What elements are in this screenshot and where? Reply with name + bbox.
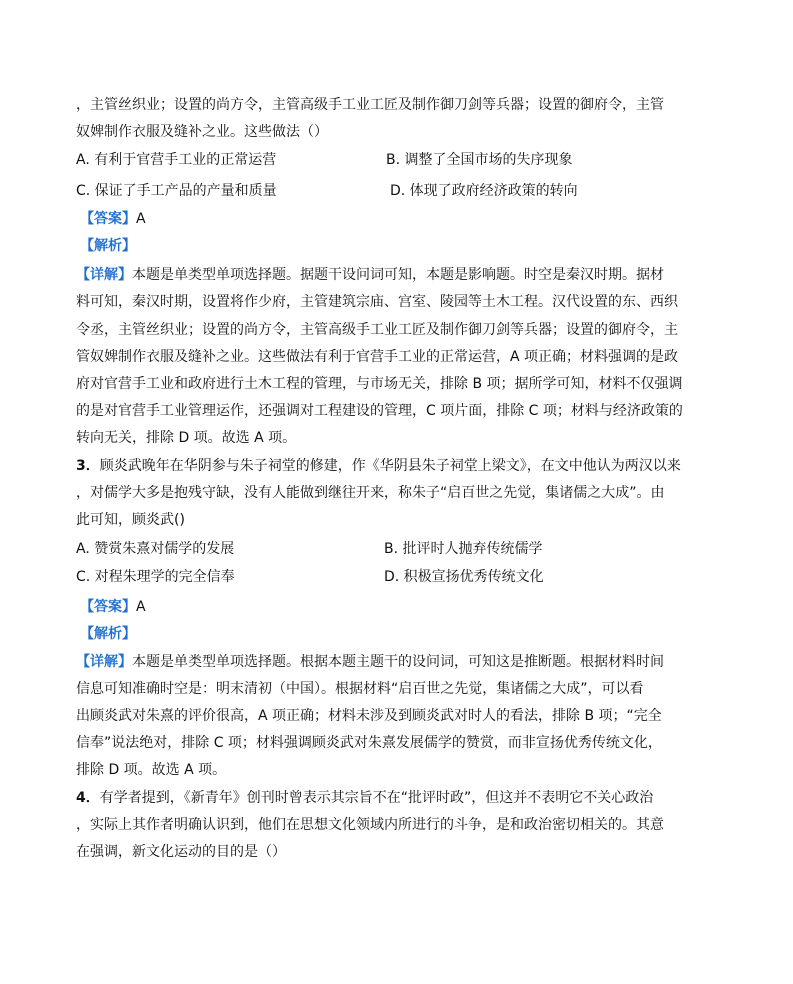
q2-option-b: B. 调整了全国市场的失序现象 xyxy=(386,152,573,168)
q3-detail-line-3: 出顾炎武对朱熹的评价很高，A 项正确；材料未涉及到顾炎武对时人的看法，排除 B 项；“完全 xyxy=(76,708,662,724)
bracket-open: 【 xyxy=(76,267,90,283)
q4-number: 4． xyxy=(76,790,100,806)
bracket-close: 】 xyxy=(122,626,136,642)
bracket-close: 】 xyxy=(118,654,132,670)
q3-option-c: C. 对程朱理学的完全信奉 xyxy=(76,569,235,585)
q2-analysis xyxy=(80,236,136,256)
bracket-close: 】 xyxy=(122,211,136,227)
q3-option-d: D. 积极宣扬优秀传统文化 xyxy=(384,569,544,585)
q3-number: 3． xyxy=(76,458,100,474)
q3-stem-line-3: 此可知，顾炎武() xyxy=(76,512,185,528)
q3-answer-label: 答案 xyxy=(94,599,122,615)
q2-detail-line-4: 管奴婢制作衣服及缝补之业。这些做法有利于官营手工业的正常运营，A 项正确；材料强调的是政 xyxy=(76,349,679,365)
q3-answer-value: A xyxy=(136,599,146,615)
bracket-open: 【 xyxy=(80,626,94,642)
q3-detail-line-1 xyxy=(76,652,664,672)
bracket-close: 】 xyxy=(122,599,136,615)
bracket-open: 【 xyxy=(80,599,94,615)
q2-answer xyxy=(80,209,146,229)
q2-option-c: C. 保证了手工产品的产量和质量 xyxy=(76,183,277,199)
q3-detail-label: 详解 xyxy=(90,654,118,670)
q2-detail-line-2: 料可知，秦汉时期，设置将作少府，主管建筑宗庙、宫室、陵园等土木工程。汉代设置的东、西织 xyxy=(76,294,678,310)
bracket-open: 【 xyxy=(80,211,94,227)
q3-analysis-label: 解析 xyxy=(94,626,122,642)
q4-stem-line-3: 在强调，新文化运动的目的是（） xyxy=(76,844,286,860)
q2-detail-line-5: 府对官营手工业和政府进行土木工程的管理，与市场无关，排除 B 项；据所学可知，材料不仅强调 xyxy=(76,376,683,392)
bracket-open: 【 xyxy=(76,654,90,670)
q2-answer-value: A xyxy=(136,211,146,227)
bracket-close: 】 xyxy=(118,267,132,283)
q4-stem-text: 有学者提到，《新青年》创刊时曾表示其宗旨不在“批评时政”，但这并不表明它不关心政治 xyxy=(99,790,654,806)
q3-stem-line-2: ，对儒学大多是抱残守缺，没有人能做到继往开来，称朱子“启百世之先觉，集诸儒之大成”。由 xyxy=(76,485,665,501)
q2-stem-line-1: ，主管丝织业；设置的尚方令，主管高级手工业工匠及制作御刀剑等兵器；设置的御府令，主管 xyxy=(76,97,664,113)
q2-detail-line-7: 转向无关，排除 D 项。故选 A 项。 xyxy=(76,430,297,446)
q2-option-a: A. 有利于官营手工业的正常运营 xyxy=(76,152,277,168)
q3-detail-line-5: 排除 D 项。故选 A 项。 xyxy=(76,762,227,778)
q3-option-a: A. 赞赏朱熹对儒学的发展 xyxy=(76,541,235,557)
bracket-open: 【 xyxy=(80,238,94,254)
q3-answer xyxy=(80,597,146,617)
q3-detail-line-4: 信奉”说法绝对，排除 C 项；材料强调顾炎武对朱熹发展儒学的赞赏，而非宣扬优秀传统文化， xyxy=(76,735,662,751)
q2-detail-label: 详解 xyxy=(90,267,118,283)
q2-detail-line-6: 的是对官营手工业管理运作，还强调对工程建设的管理，C 项片面，排除 C 项；材料与经济政策的 xyxy=(76,403,683,419)
q3-stem-text: 顾炎武晚年在华阴参与朱子祠堂的修建，作《华阴县朱子祠堂上梁文》，在文中他认为两汉以来 xyxy=(99,458,681,474)
q2-detail-line-3: 令丞，主管丝织业；设置的尚方令，主管高级手工业工匠及制作御刀剑等兵器；设置的御府令，主 xyxy=(76,322,678,338)
q2-analysis-label: 解析 xyxy=(94,238,122,254)
q4-stem-line-1 xyxy=(76,788,653,808)
q2-answer-label: 答案 xyxy=(94,211,122,227)
q3-option-b: B. 批评时人抛弃传统儒学 xyxy=(384,541,543,557)
q3-stem-line-1 xyxy=(76,456,681,476)
q3-detail-text: 本题是单类型单项选择题。根据本题主题干的设问词，可知这是推断题。根据材料时间 xyxy=(132,654,664,670)
q4-stem-line-2: ，实际上其作者明确认识到，他们在思想文化领域内所进行的斗争，是和政治密切相关的。其意 xyxy=(76,817,664,833)
q2-detail-text: 本题是单类型单项选择题。据题干设问词可知，本题是影响题。时空是秦汉时期。据材 xyxy=(132,267,664,283)
q2-option-d: D. 体现了政府经济政策的转向 xyxy=(390,183,578,199)
q3-analysis xyxy=(80,624,136,644)
bracket-close: 】 xyxy=(122,238,136,254)
q2-stem-line-2: 奴婢制作衣服及缝补之业。这些做法（） xyxy=(76,124,328,140)
q3-detail-line-2: 信息可知准确时空是：明末清初（中国）。根据材料“启百世之先觉，集诸儒之大成”，可以看 xyxy=(76,681,644,697)
q2-detail-line-1 xyxy=(76,265,664,285)
